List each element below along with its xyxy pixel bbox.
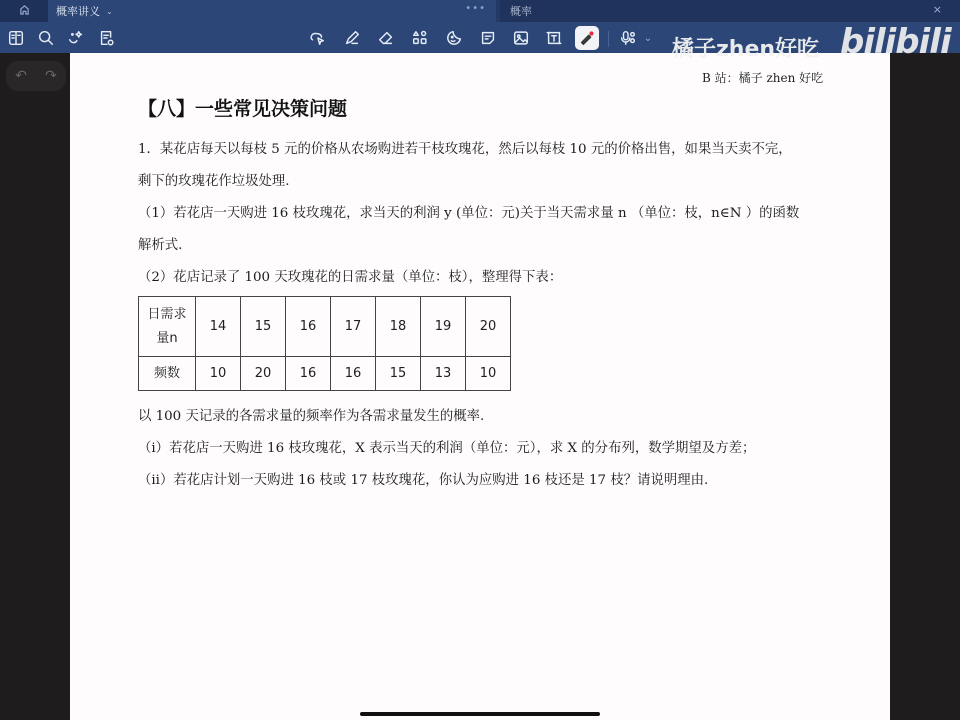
- table-cell: 10: [196, 357, 241, 391]
- table-cell: 14: [196, 297, 241, 357]
- image-icon[interactable]: [510, 27, 532, 49]
- search-icon[interactable]: [35, 27, 57, 49]
- table-cell: 15: [241, 297, 286, 357]
- document-view-icon[interactable]: [96, 27, 118, 49]
- book-icon[interactable]: [5, 27, 27, 49]
- close-tab-icon[interactable]: ×: [932, 3, 942, 16]
- table-row-demand: [139, 297, 511, 357]
- question-1-cont: 解析式.: [138, 238, 183, 253]
- page-header-note: B 站：橘子 zhen 好吃: [702, 71, 824, 85]
- table-cell: 15: [376, 357, 421, 391]
- tab-probability[interactable]: [500, 0, 960, 22]
- table-row-frequency: [139, 357, 511, 391]
- table-cell: 16: [331, 357, 376, 391]
- shapes-icon[interactable]: [409, 27, 431, 49]
- bilibili-logo: bilibili: [840, 22, 951, 62]
- undo-icon[interactable]: ↶: [15, 68, 27, 84]
- table-cell: 19: [421, 297, 466, 357]
- question-2: （2）花店记录了 100 天玫瑰花的日需求量（单位：枝），整理得下表：: [138, 270, 563, 285]
- left-panel: [0, 53, 70, 720]
- row-header-demand: 日需求量n: [139, 297, 196, 357]
- microphone-icon[interactable]: [617, 27, 639, 49]
- eraser-icon[interactable]: [375, 27, 397, 49]
- home-icon: [19, 4, 30, 18]
- tab-bar: [0, 0, 960, 22]
- table-cell: 13: [421, 357, 466, 391]
- table-cell: 10: [466, 357, 511, 391]
- pen-icon[interactable]: [341, 27, 363, 49]
- document-page[interactable]: [70, 53, 890, 720]
- tab-notes-active[interactable]: [48, 0, 496, 22]
- chevron-down-icon[interactable]: ⌄: [106, 6, 113, 16]
- tab-title: 概率讲义: [56, 5, 100, 18]
- problem-statement-cont: 剩下的玫瑰花作垃圾处理.: [138, 174, 290, 189]
- probability-note: 以 100 天记录的各需求量的频率作为各需求量发生的概率.: [138, 409, 485, 424]
- question-2ii: （ii）若花店计划一天购进 16 枝或 17 枝玫瑰花，你认为应购进 16 枝还是 17 枝？请说明理由.: [138, 473, 709, 488]
- question-1: （1）若花店一天购进 16 枝玫瑰花，求当天的利润 y (单位：元)关于当天需求量 n （单位：枝，n∈N ）的函数: [138, 206, 800, 221]
- watermark-text: 橘子zhen好吃: [672, 37, 820, 62]
- question-2i: （i）若花店一天购进 16 枝玫瑰花，X 表示当天的利润（单位：元），求 X 的分布列，数学期望及方差；: [138, 441, 756, 456]
- demand-frequency-table: [138, 296, 511, 391]
- sticky-note-icon[interactable]: [477, 27, 499, 49]
- table-cell: 17: [331, 297, 376, 357]
- tab-title: 概率: [510, 5, 532, 18]
- toolbar-divider: [608, 31, 609, 47]
- home-indicator[interactable]: [360, 712, 600, 716]
- sticker-icon[interactable]: [443, 27, 465, 49]
- lasso-icon[interactable]: [306, 27, 328, 49]
- problem-statement: 1．某花店每天以每枝 5 元的价格从农场购进若干枝玫瑰花，然后以每枝 10 元的价格出售，如果当天卖不完，: [138, 142, 792, 157]
- chevron-down-icon[interactable]: ⌄: [643, 32, 653, 44]
- table-cell: 20: [466, 297, 511, 357]
- magic-icon[interactable]: [65, 27, 87, 49]
- home-tab[interactable]: [0, 0, 48, 22]
- laser-pointer-icon[interactable]: [575, 26, 599, 50]
- table-cell: 16: [286, 357, 331, 391]
- undo-redo-group: [6, 61, 66, 91]
- table-cell: 16: [286, 297, 331, 357]
- text-box-icon[interactable]: [543, 27, 565, 49]
- redo-icon[interactable]: ↷: [45, 68, 57, 84]
- section-title: 【八】一些常见决策问题: [138, 98, 348, 120]
- more-icon[interactable]: •••: [465, 3, 486, 14]
- row-header-frequency: 频数: [139, 357, 196, 391]
- table-cell: 18: [376, 297, 421, 357]
- right-panel: [890, 53, 960, 720]
- table-cell: 20: [241, 357, 286, 391]
